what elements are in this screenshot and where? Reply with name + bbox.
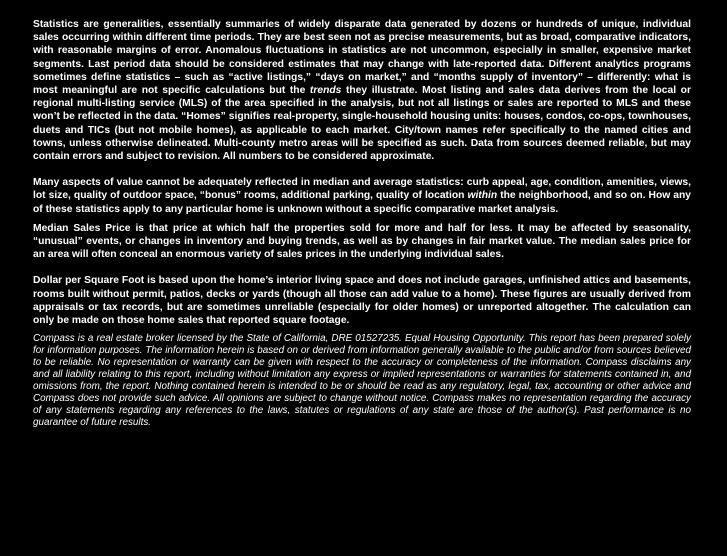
dollar-per-square-foot-note: Dollar per Square Foot is based upon the home’s interior living space and does not include garages, unfinished attics and basements, rooms built without permit, patios, decks or yards (though all those can add value to a home). These figures are usually derived from appraisals or tax records, but are sometimes unreliable (especially for older homes) or unreported altogether. The calculation can only be made on those home sales that reported square footage. — [33, 275, 691, 327]
value-note — [33, 176, 691, 216]
statistics-note-part2: they illustrate. Most listing and sales data derives from the local or regional multi-listing service (MLS) of the area specified in the analysis, but not all listings or sales are reported to MLS and these won’t be reflected in the data. “Homes” signifies real-property, single-household housing units: houses, condos, co-ops, townhouses, duets and TICs (but not mobile homes), as applicable to each market. City/town names refer specifically to the named cities and towns, unless otherwise delineated. Multi-county metro areas will be specified as such. Data from sources deemed reliable, but may contain errors and subject to revision. All numbers to be considered approximate. — [33, 85, 691, 163]
statistics-note — [33, 18, 691, 163]
statistics-note-emphasis: trends — [309, 85, 342, 97]
statistics-note-part1: Statistics are generalities, essentially summaries of widely disparate data generated by dozens or hundreds of unique, individual sales occurring within different time periods. They are best seen not as precise measurements, but as broad, comparative indicators, with reasonable margins of error. Anomalous fluctuations in statistics are not uncommon, especially in smaller, expensive market segments. Last period data should be considered estimates that may change with late-reported data. Different analytics programs sometimes define statistics – such as “active listings,” “days on market,” and “months supply of inventory” – differently: what is most meaningful are not specific calculations but the — [33, 19, 691, 97]
median-sales-price-note: Median Sales Price is that price at which half the properties sold for more and half for less. It may be affected by seasonality, “unusual” events, or changes in inventory and buying trends, as well as by changes in fair market value. The median sales price for an area will often conceal an enormous variety of sales prices in the underlying individual sales. — [33, 222, 691, 261]
value-note-part1: Many aspects of value cannot be adequately reflected in median and average statistics: curb appeal, age, condition, amenities, views, lot size, quality of outdoor space, “bonus” rooms, additional parking, quality of location — [33, 177, 691, 202]
value-note-emphasis: within — [467, 190, 498, 202]
legal-disclaimer: Compass is a real estate broker licensed by the State of California, DRE 01527235. Equal Housing Opportunity. This report has been prepared solely for information purposes. The information herein is based on or derived from information generally available to the public and/or from sources believed to be reliable. No representation or warranty can be given with respect to the accuracy or completeness of the information. Compass disclaims any and all liability relating to this report, including without limitation any express or implied representations or warranties for statements contained in, and omissions from, the report. Nothing contained herein is intended to be or should be read as any regulatory, legal, tax, accounting or other advice and Compass does not provide such advice. All opinions are subject to change without notice. Compass makes no representation regarding the accuracy of any statements regarding any references to the laws, statutes or regulations of any state are those of the author(s). Past performance is no guarantee of future results. — [33, 333, 691, 428]
notes-page — [33, 18, 691, 429]
value-note-part2: the neighborhood, and so on. How any of these statistics apply to any particular home is unknown without a specific comparative market analysis. — [33, 190, 692, 215]
